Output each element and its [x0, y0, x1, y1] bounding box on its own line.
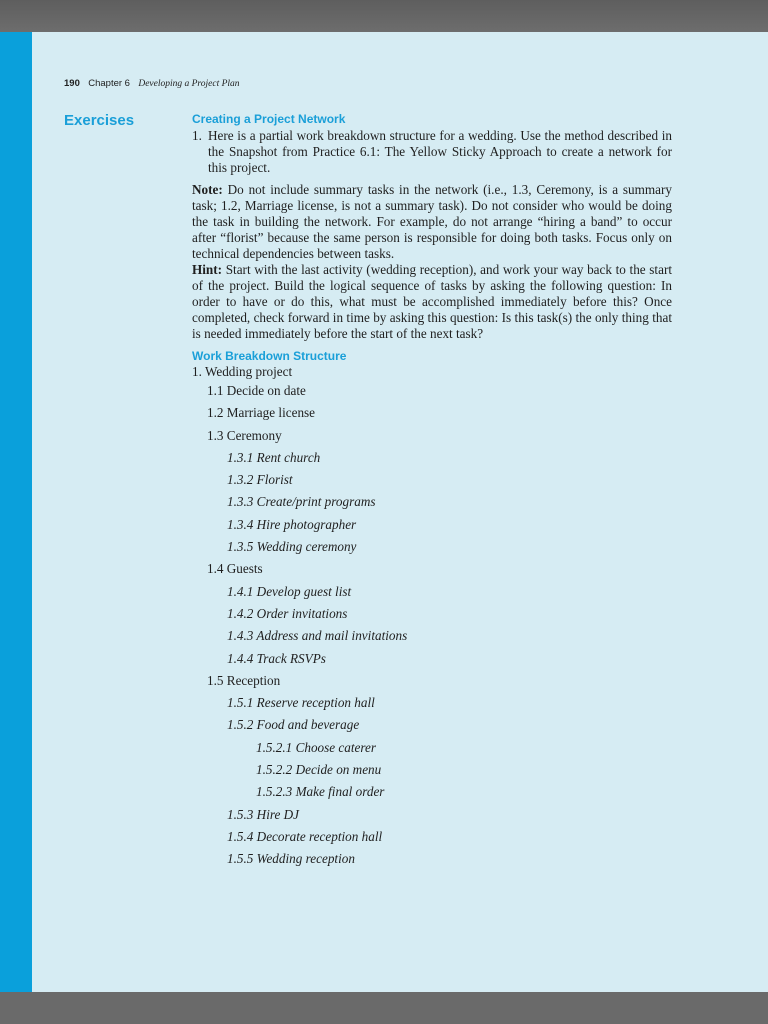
wbs-item: 1.1 Decide on date: [207, 383, 306, 398]
chapter-label: Chapter 6: [88, 78, 130, 89]
wbs-item: 1.4 Guests: [207, 561, 263, 577]
exercise-item: [192, 128, 672, 176]
exercise-item-number: 1.: [192, 128, 202, 143]
wbs-item: 1.2 Marriage license: [207, 405, 316, 421]
wbs-item: 1.5.4 Decorate reception hall: [227, 828, 383, 844]
hint-text: Start with the last activity (wedding reception), and work your way back to the start of the project. Build the logical sequence of tasks by asking the following question: In order to have or do this, what must be accomplished immediately before this? Once completed, check forward in time by asking this question: Is this task(s) the only thing that is needed immediately before the start of the next task?: [192, 262, 672, 341]
running-header: [64, 78, 240, 89]
hint-label: Hint:: [192, 262, 223, 277]
page-number: 190: [64, 78, 80, 89]
wbs-item: 1.3.1 Rent church: [227, 449, 321, 465]
page-side-bar: [0, 32, 32, 992]
wbs-item: 1.5 Reception: [207, 672, 281, 688]
wbs-item: 1.5.3 Hire DJ: [227, 806, 300, 822]
chapter-title: Developing a Project Plan: [138, 79, 240, 89]
wbs-item: 1.5.2 Food and beverage: [227, 717, 360, 733]
wbs-list: [192, 364, 672, 874]
note-text: Do not include summary tasks in the network (i.e., 1.3, Ceremony, is a summary task; 1.2, Marriage license, is not a summary task). Do not consider who would be doing the task in building the network. For example, do not arrange “hiring a band” to occur after “florist” because the same person is responsible for doing both tasks. Focus only on technical dependencies between tasks.: [192, 182, 672, 261]
wbs-item: 1.5.1 Reserve reception hall: [227, 695, 375, 711]
wbs-item: 1.3.2 Florist: [227, 472, 293, 488]
wbs-item: 1.4.3 Address and mail invitations: [227, 628, 408, 644]
wbs-item: 1.3.3 Create/print programs: [227, 494, 376, 510]
exercise-item-text: Here is a partial work breakdown structure for a wedding. Use the method described in the Snapshot from Practice 6.1: The Yellow Sticky Approach to create a network for this project.: [208, 128, 672, 175]
bottom-shadow: [0, 992, 768, 1024]
hint-paragraph: [192, 262, 672, 342]
wbs-item: 1.5.2.1 Choose caterer: [256, 739, 377, 755]
wbs-item: 1. Wedding project: [192, 364, 293, 379]
wbs-item: 1.5.2.2 Decide on menu: [256, 762, 382, 778]
top-shadow: [0, 0, 768, 32]
wbs-title: Work Breakdown Structure: [192, 349, 347, 363]
note-label: Note:: [192, 182, 223, 197]
wbs-item: 1.3.4 Hire photographer: [227, 516, 357, 532]
wbs-item: 1.3.5 Wedding ceremony: [227, 539, 357, 555]
book-page: [0, 32, 768, 992]
wbs-item: 1.5.5 Wedding reception: [227, 851, 355, 867]
wbs-item: 1.4.4 Track RSVPs: [227, 650, 326, 666]
section-title: Creating a Project Network: [192, 112, 346, 126]
note-paragraph: [192, 182, 672, 262]
exercises-heading: Exercises: [64, 112, 135, 129]
wbs-item: 1.3 Ceremony: [207, 427, 282, 443]
exercise-content: [192, 111, 672, 874]
wbs-item: 1.4.1 Develop guest list: [227, 583, 352, 599]
wbs-item: 1.5.2.3 Make final order: [256, 784, 385, 800]
wbs-item: 1.4.2 Order invitations: [227, 605, 348, 621]
